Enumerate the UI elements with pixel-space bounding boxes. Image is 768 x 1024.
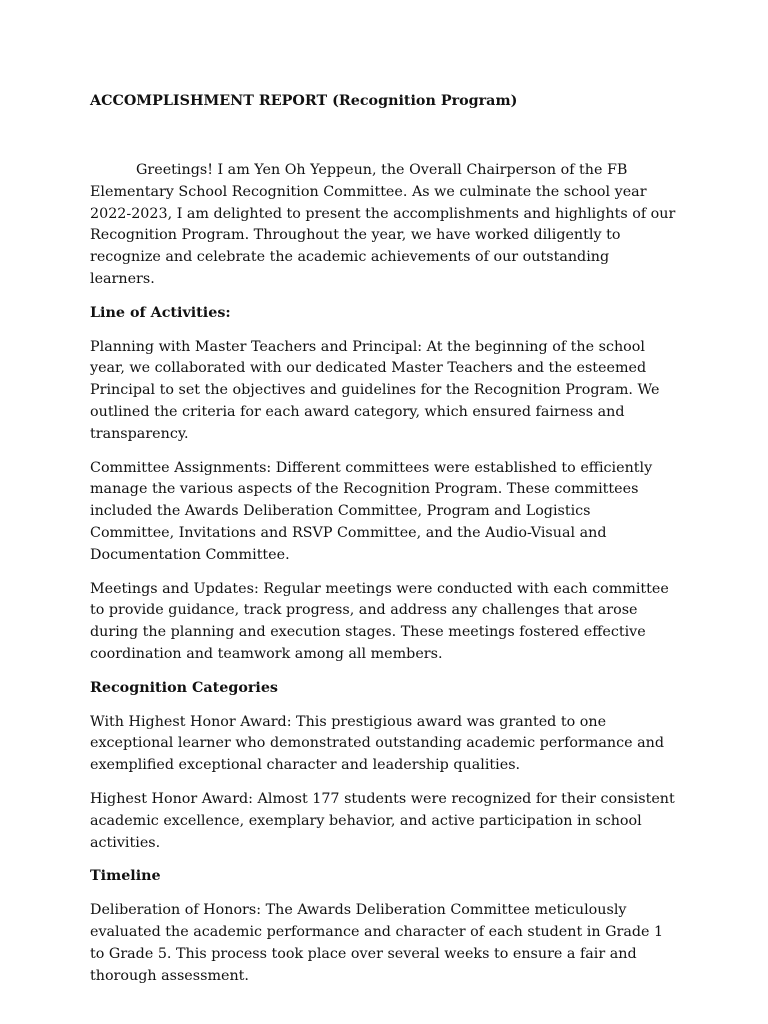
paragraph-planning: Planning with Master Teachers and Principal: At the beginning of the school year, we collaborated with our dedicated Master Teachers and the esteemed Principal to set the objectives and guidelines for the Recognition Program. We outlined the criteria for each award category, which ensured fairness and transparency. bbox=[90, 338, 660, 442]
section-heading-timeline: Timeline bbox=[90, 868, 161, 885]
intro-paragraph: Greetings! I am Yen Oh Yeppeun, the Overall Chairperson of the FB Elementary School Recognition Committee. As we culminate the school year 2022-2023, I am delighted to present the accomplishments and highlights of our Recognition Program. Throughout the year, we have worked diligently to recognize and celebrate the academic achievements of our outstanding learners. bbox=[90, 162, 676, 287]
paragraph-meetings-updates: Meetings and Updates: Regular meetings were conducted with each committee to provide guidance, track progress, and address any challenges that arose during the planning and execution stages. These meetings fostered effective coordination and teamwork among all members. bbox=[90, 580, 669, 662]
paragraph-highest-honor: Highest Honor Award: Almost 177 students were recognized for their consistent academic excellence, exemplary behavior, and active participation in school activities. bbox=[90, 790, 675, 851]
paragraph-deliberation: Deliberation of Honors: The Awards Deliberation Committee meticulously evaluated the academic performance and character of each student in Grade 1 to Grade 5. This process took place over several weeks to ensure a fair and thorough assessment. bbox=[90, 902, 664, 984]
section-heading-activities: Line of Activities: bbox=[90, 304, 231, 321]
report-title: ACCOMPLISHMENT REPORT (Recognition Program) bbox=[90, 93, 518, 109]
paragraph-with-highest-honor: With Highest Honor Award: This prestigious award was granted to one exceptional learner who demonstrated outstanding academic performance and exemplified exceptional character and leadership qualities. bbox=[90, 713, 664, 774]
section-heading-categories: Recognition Categories bbox=[90, 679, 278, 696]
paragraph-committee-assignments: Committee Assignments: Different committees were established to efficiently manage the various aspects of the Recognition Program. These committees included the Awards Deliberation Committee, Program and Logistics Committee, Invitations and RSVP Committee, and the Audio-Visual and Documentation Committee. bbox=[90, 459, 653, 563]
